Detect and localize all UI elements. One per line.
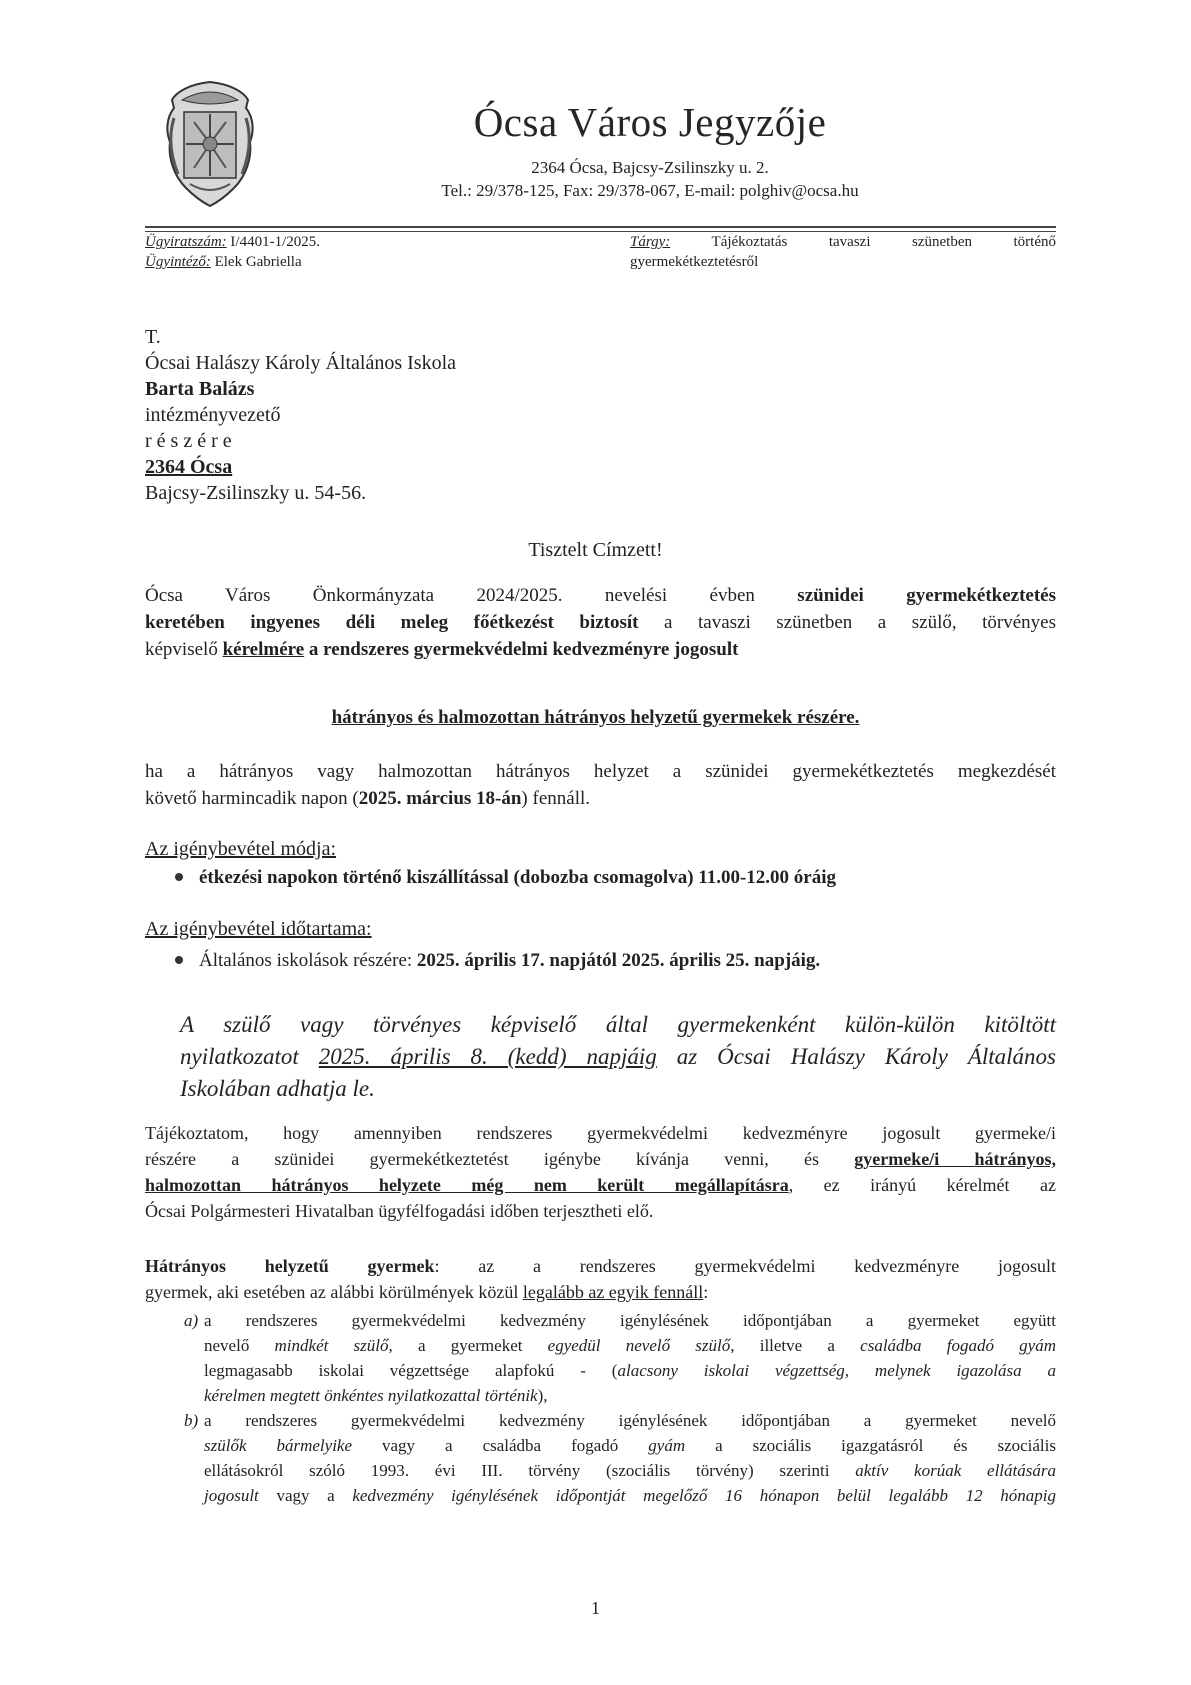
item-text: , a gyermeket — [388, 1336, 548, 1355]
item-emphasis: kérelmen megtett önkéntes nyilatkozattal történik — [204, 1386, 538, 1405]
intro-emphasis: keretében ingyenes déli meleg főétkezést biztosít — [145, 612, 639, 633]
addressee-role: intézményvezető — [145, 404, 281, 426]
page-number: 1 — [591, 1598, 600, 1618]
condition-text: ) fennáll. — [521, 788, 590, 809]
item-emphasis: alacsony iskolai végzettség, melynek igazolása a — [617, 1361, 1056, 1380]
intro-emphasis: kérelmére — [222, 639, 305, 660]
duration-heading: Az igénybevétel időtartama: — [145, 918, 372, 940]
case-number-label: Ügyiratszám: — [145, 234, 227, 250]
addressee-name: Barta Balázs — [145, 378, 255, 400]
item-text: a szociális igazgatásról és szociális — [685, 1436, 1056, 1455]
item-emphasis: jogosult — [204, 1486, 259, 1505]
criteria-item-b — [184, 1408, 1056, 1508]
item-text: legmagasabb iskolai végzettsége alapfokú - ( — [204, 1361, 618, 1380]
deadline-date: 2025. április 8. (kedd) napjáig — [318, 1044, 657, 1069]
item-emphasis: kedvezmény igénylésének időpontját megelőző 16 hónapon belül legalább 12 hónapig — [352, 1486, 1056, 1505]
addressee-city: 2364 Ócsa — [145, 456, 233, 478]
deadline-text: Iskolában adhatja le. — [180, 1076, 375, 1101]
mode-bullet — [175, 867, 836, 889]
office-contact: Tel.: 29/378-125, Fax: 29/378-067, E-mail: polghiv@ocsa.hu — [441, 181, 859, 200]
intro-emphasis: a rendszeres gyermekvédelmi kedvezményre jogosult — [304, 639, 739, 660]
subject-block — [630, 232, 1056, 272]
duration-dates: 2025. április 17. napjától 2025. április 25. napjáig. — [416, 950, 821, 971]
item-text: ), — [537, 1386, 548, 1405]
addressee-block — [145, 324, 456, 506]
notice-text: Ócsai Polgármesteri Hivatalban ügyfélfogadási időben terjesztheti elő. — [145, 1201, 654, 1221]
item-text: nevelő — [204, 1336, 275, 1355]
page-title: Ócsa Város Jegyzője — [473, 99, 827, 145]
addressee-for: részére — [145, 430, 237, 452]
duration-bullet — [175, 950, 820, 972]
addressee-institution: Ócsai Halászy Károly Általános Iskola — [145, 352, 457, 374]
header-divider — [145, 226, 1056, 228]
case-officer: Elek Gabriella — [214, 254, 302, 270]
notice-emphasis: halmozottan hátrányos helyzete még nem került megállapításra — [145, 1175, 789, 1195]
definition-text: gyermek, aki esetében az alábbi körülmények közül — [145, 1282, 523, 1302]
notice-text: , ez irányú kérelmét az — [788, 1175, 1056, 1195]
definition-paragraph — [145, 1253, 1056, 1305]
deadline-text: nyilatkozatot — [180, 1044, 319, 1069]
deadline-notice — [180, 1009, 1056, 1105]
condition-paragraph — [145, 758, 1056, 812]
deadline-text: az Ócsai Halászy Károly Általános — [656, 1044, 1056, 1069]
notice-emphasis: gyermeke/i hátrányos, — [854, 1149, 1056, 1169]
notice-paragraph — [145, 1120, 1056, 1224]
item-label: b) — [184, 1411, 199, 1430]
intro-text: képviselő — [145, 639, 223, 660]
item-emphasis: mindkét szülő — [274, 1336, 389, 1355]
addressee-salutation: T. — [145, 326, 161, 348]
criteria-item-a — [184, 1308, 1056, 1408]
office-address: 2364 Ócsa, Bajcsy-Zsilinszky u. 2. — [531, 158, 769, 177]
item-text: , illetve a — [730, 1336, 861, 1355]
greeting: Tisztelt Címzett! — [528, 539, 663, 561]
item-emphasis: gyám — [648, 1436, 686, 1455]
definition-text: : — [703, 1282, 709, 1302]
notice-text: Tájékoztatom, hogy amennyiben rendszeres gyermekvédelmi kedvezményre jogosult gyermeke/i — [145, 1123, 1056, 1143]
case-number: I/4401-1/2025. — [230, 234, 320, 250]
item-text: vagy a családba fogadó — [352, 1436, 649, 1455]
deadline-text: A szülő vagy törvényes képviselő által gyermekenként külön-külön kitöltött — [180, 1012, 1056, 1037]
bullet-icon — [175, 956, 183, 964]
bullet-icon — [175, 873, 183, 881]
case-officer-label: Ügyintéző: — [145, 254, 211, 270]
mode-heading: Az igénybevétel módja: — [145, 838, 337, 860]
intro-text: Ócsa Város Önkormányzata 2024/2025. nevelési évben — [145, 585, 798, 606]
item-emphasis: családba fogadó gyám — [860, 1336, 1056, 1355]
item-emphasis: szülők bármelyike — [204, 1436, 353, 1455]
subject-line-2: gyermekétkeztetésről — [630, 254, 759, 270]
city-crest-emblem — [160, 78, 260, 210]
item-emphasis: aktív korúak ellátására — [855, 1461, 1056, 1480]
item-label: a) — [184, 1311, 199, 1330]
condition-text: ha a hátrányos vagy halmozottan hátrányos helyzet a szünidei gyermekétkeztetés megkezdését — [145, 761, 1056, 782]
definition-term: Hátrányos helyzetű gyermek — [145, 1256, 435, 1276]
item-text: a rendszeres gyermekvédelmi kedvezmény igénylésének időpontjában a gyermeket nevelő — [204, 1411, 1056, 1430]
item-emphasis: egyedül nevelő szülő — [547, 1336, 731, 1355]
mode-text: étkezési napokon történő kiszállítással (dobozba csomagolva) 11.00-12.00 óráig — [199, 867, 837, 888]
target-group: hátrányos és halmozottan hátrányos helyzetű gyermekek részére. — [331, 707, 860, 728]
definition-emphasis: legalább az egyik fennáll — [522, 1282, 704, 1302]
intro-text: a tavaszi szünetben a szülő, törvényes — [638, 612, 1056, 633]
intro-emphasis: szünidei gyermekétkeztetés — [797, 585, 1056, 606]
condition-date: 2025. március 18-án — [358, 788, 522, 809]
item-text: a rendszeres gyermekvédelmi kedvezmény igénylésének időpontjában a gyermeket együtt — [204, 1311, 1056, 1330]
subject-label: Tárgy: — [630, 234, 671, 250]
case-metadata — [145, 232, 320, 272]
condition-text: követő harmincadik napon ( — [145, 788, 359, 809]
intro-paragraph — [145, 582, 1056, 663]
duration-text: Általános iskolások részére: — [199, 950, 417, 971]
addressee-street: Bajcsy-Zsilinszky u. 54-56. — [145, 482, 367, 504]
definition-text: : az a rendszeres gyermekvédelmi kedvezményre jogosult — [434, 1256, 1056, 1276]
notice-text: részére a szünidei gyermekétkeztetést igénybe kívánja venni, és — [145, 1149, 855, 1169]
subject-line-1: Tájékoztatás tavaszi szünetben történő — [711, 234, 1056, 250]
item-text: vagy a — [258, 1486, 353, 1505]
criteria-list — [184, 1308, 1056, 1508]
item-text: ellátásokról szóló 1993. évi III. törvény (szociális törvény) szerinti — [204, 1461, 856, 1480]
